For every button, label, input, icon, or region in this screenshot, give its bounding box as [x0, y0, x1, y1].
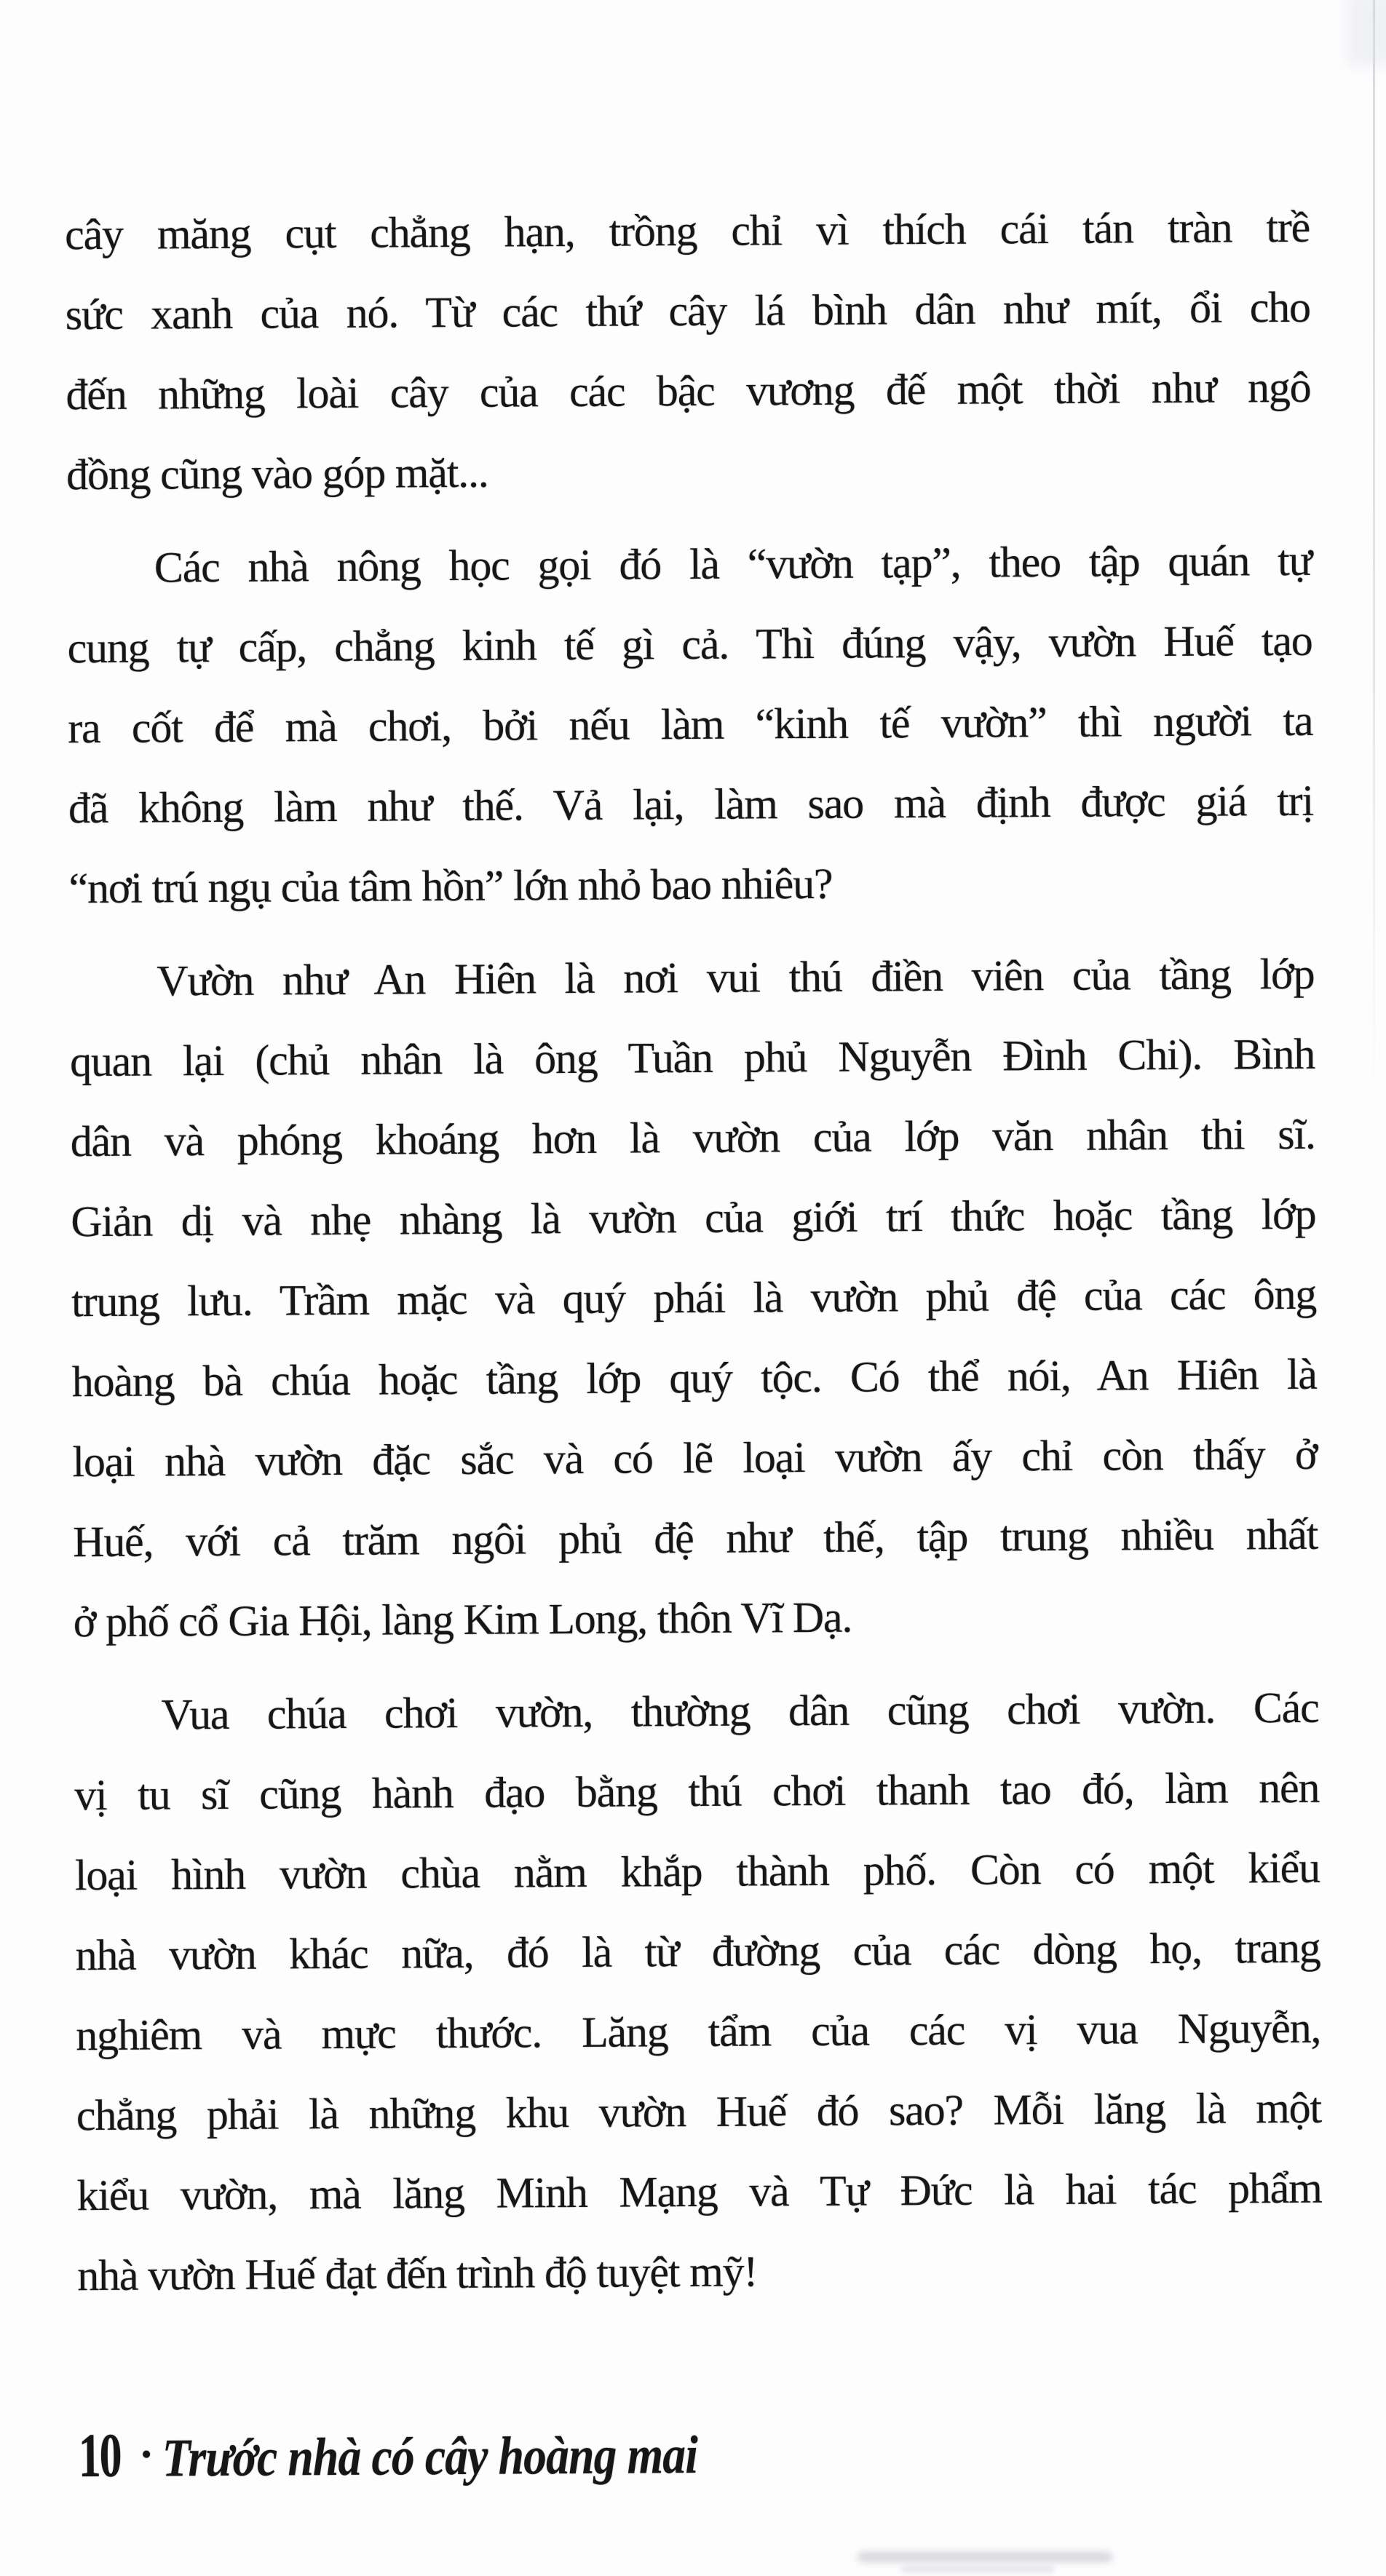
text-line: quan lại (chủ nhân là ông Tuần phủ Nguyễn Đình Chi). Bình — [69, 1029, 1315, 1086]
text-line: nghiêm và mực thước. Lăng tẩm của các vị vua Nguyễn, — [76, 2003, 1321, 2060]
text-line: đã không làm như thế. Vả lại, làm sao mà định được giá trị — [68, 776, 1314, 833]
text-line: Giản dị và nhẹ nhàng là vườn của giới trí thức hoặc tầng lớp — [71, 1189, 1316, 1246]
scan-smudge — [858, 2552, 1112, 2562]
text-line: cung tự cấp, chẳng kinh tế gì cả. Thì đúng vậy, vườn Huế tạo — [67, 616, 1312, 673]
text-line: đến những loài cây của các bậc vương đế một thời như ngô — [66, 362, 1311, 419]
text-line: loại hình vườn chùa nằm khắp thành phố. Còn có một kiểu — [74, 1843, 1320, 1900]
text-line: kiểu vườn, mà lăng Minh Mạng và Tự Đức là hai tác phẩm — [76, 2163, 1322, 2220]
text-line: vị tu sĩ cũng hành đạo bằng thú chơi thanh tao đó, làm nên — [74, 1763, 1320, 1820]
text-line: đồng cũng vào góp mặt... — [66, 448, 488, 499]
text-line: loại nhà vườn đặc sắc và có lẽ loại vườn ấy chỉ còn thấy ở — [72, 1430, 1318, 1486]
text-line: hoàng bà chúa hoặc tầng lớp quý tộc. Có thể nói, An Hiên là — [71, 1350, 1317, 1406]
text-line: ở phố cổ Gia Hội, làng Kim Long, thôn Vĩ Dạ. — [73, 1593, 852, 1646]
text-line: Vườn như An Hiên là nơi vui thú điền viên của tầng lớp — [157, 949, 1315, 1005]
footer-separator-dot: • — [140, 2438, 152, 2472]
scan-corner-shade — [1347, 0, 1386, 66]
book-title: Trước nhà có cây hoàng mai — [162, 2425, 697, 2489]
text-line: chẳng phải là những khu vườn Huế đó sao? Mỗi lăng là một — [76, 2083, 1322, 2140]
text-line: nhà vườn khác nữa, đó là từ đường của các dòng họ, trang — [75, 1923, 1320, 1980]
scan-smudge — [901, 2567, 1054, 2572]
page-footer — [78, 2414, 784, 2492]
text-line: cây măng cụt chẳng hạn, trồng chỉ vì thích cái tán tràn trề — [64, 202, 1310, 259]
text-line: Huế, với cả trăm ngôi phủ đệ như thế, tập trung nhiều nhất — [72, 1510, 1318, 1566]
text-line: sức xanh của nó. Từ các thứ cây lá bình dân như mít, ổi cho — [65, 282, 1310, 339]
text-line: Các nhà nông học gọi đó là “vườn tạp”, theo tập quán tự — [154, 536, 1312, 592]
paragraph — [67, 520, 1314, 928]
body-text — [65, 187, 1323, 2315]
text-line: trung lưu. Trầm mặc và quý phái là vườn phủ đệ của các ông — [71, 1269, 1317, 1326]
paragraph — [69, 934, 1318, 1662]
text-line: ra cốt để mà chơi, bởi nếu làm “kinh tế vườn” thì người ta — [68, 696, 1313, 753]
text-line: nhà vườn Huế đạt đến trình độ tuyệt mỹ! — [77, 2247, 758, 2300]
text-line: dân và phóng khoáng hơn là vườn của lớp văn nhân thi sĩ. — [70, 1109, 1315, 1166]
text-line: Vua chúa chơi vườn, thường dân cũng chơi vườn. Các — [161, 1683, 1319, 1739]
page-number: 10 — [78, 2420, 121, 2491]
text-line: “nơi trú ngụ của tâm hồn” lớn nhỏ bao nhiêu? — [68, 859, 833, 913]
paragraph — [74, 1668, 1322, 2315]
scan-edge-line — [1373, 0, 1375, 1106]
paragraph — [65, 187, 1312, 515]
